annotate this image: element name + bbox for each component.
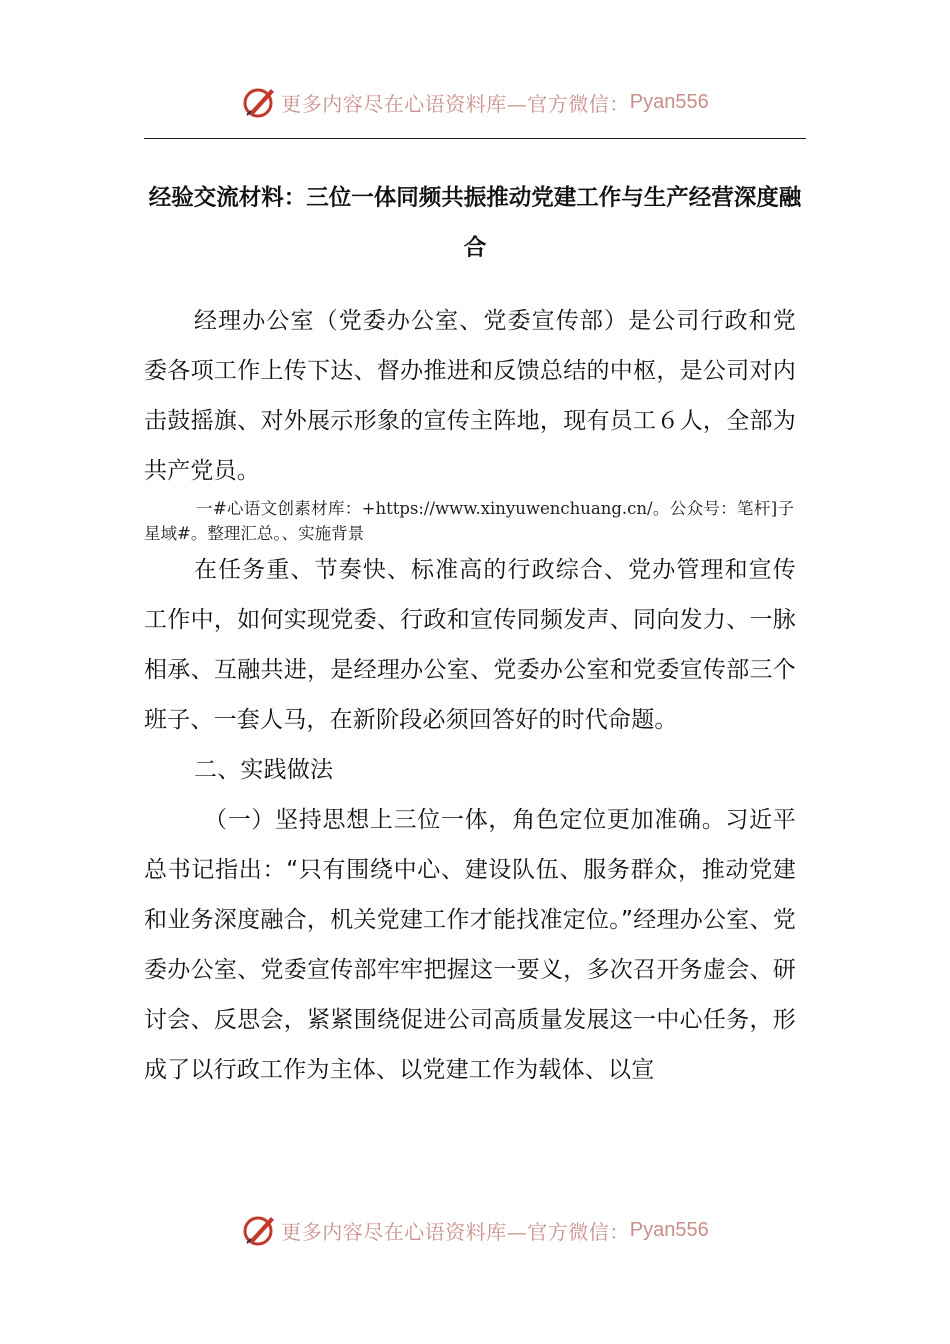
header-divider xyxy=(144,138,806,139)
footer-banner xyxy=(0,1210,950,1250)
document-title: 经验交流材料：三位一体同频共振推动党建工作与生产经营深度融合 xyxy=(148,185,802,261)
banner-code: Pyan556 xyxy=(629,90,709,113)
paragraph-practice-1: （一）坚持思想上三位一体，角色定位更加准确。习近平总书记指出：“只有围绕中心、建设队伍、服务群众，推动党建和业务深度融合，机关党建工作才能找准定位。”经理办公室、党委办公室、党委宣传部牢牢把握这一要义，多次召开务虚会、研讨会、反思会，紧紧围绕促进公司高质量发展这一中心任务，形成了以行政工作为主体、以党建工作为载体、以宣 xyxy=(144,807,796,1083)
quill-logo-icon xyxy=(241,1212,277,1248)
banner-text: 更多内容尽在心语资料库—官方微信： xyxy=(281,1219,630,1244)
paragraph-background: 在任务重、节奏快、标准高的行政综合、党办管理和宣传工作中，如何实现党委、行政和宣传同频发声、同向发力、一脉相承、互融共进，是经理办公室、党委办公室和党委宣传部三个班子、一套人马，在新阶段必须回答好的时代命题。 xyxy=(144,557,796,733)
header-banner xyxy=(0,82,950,122)
quill-logo-icon xyxy=(241,84,277,120)
banner-code: Pyan556 xyxy=(629,1218,709,1241)
section-heading-practice: 二、实践做法 xyxy=(194,757,334,783)
paragraph-intro: 经理办公室（党委办公室、党委宣传部）是公司行政和党委各项工作上传下达、督办推进和反馈总结的中枢，是公司对内击鼓摇旗、对外展示形象的宣传主阵地，现有员工６人，全部为共产党员。 xyxy=(144,308,796,484)
banner-text: 更多内容尽在心语资料库—官方微信： xyxy=(281,91,630,116)
watermark-line: 一#心语文创素材库：+https://www.xinyuwenchuang.cn/。公众号：笔杆]子星域#。整理汇总。、实施背景 xyxy=(144,499,794,543)
